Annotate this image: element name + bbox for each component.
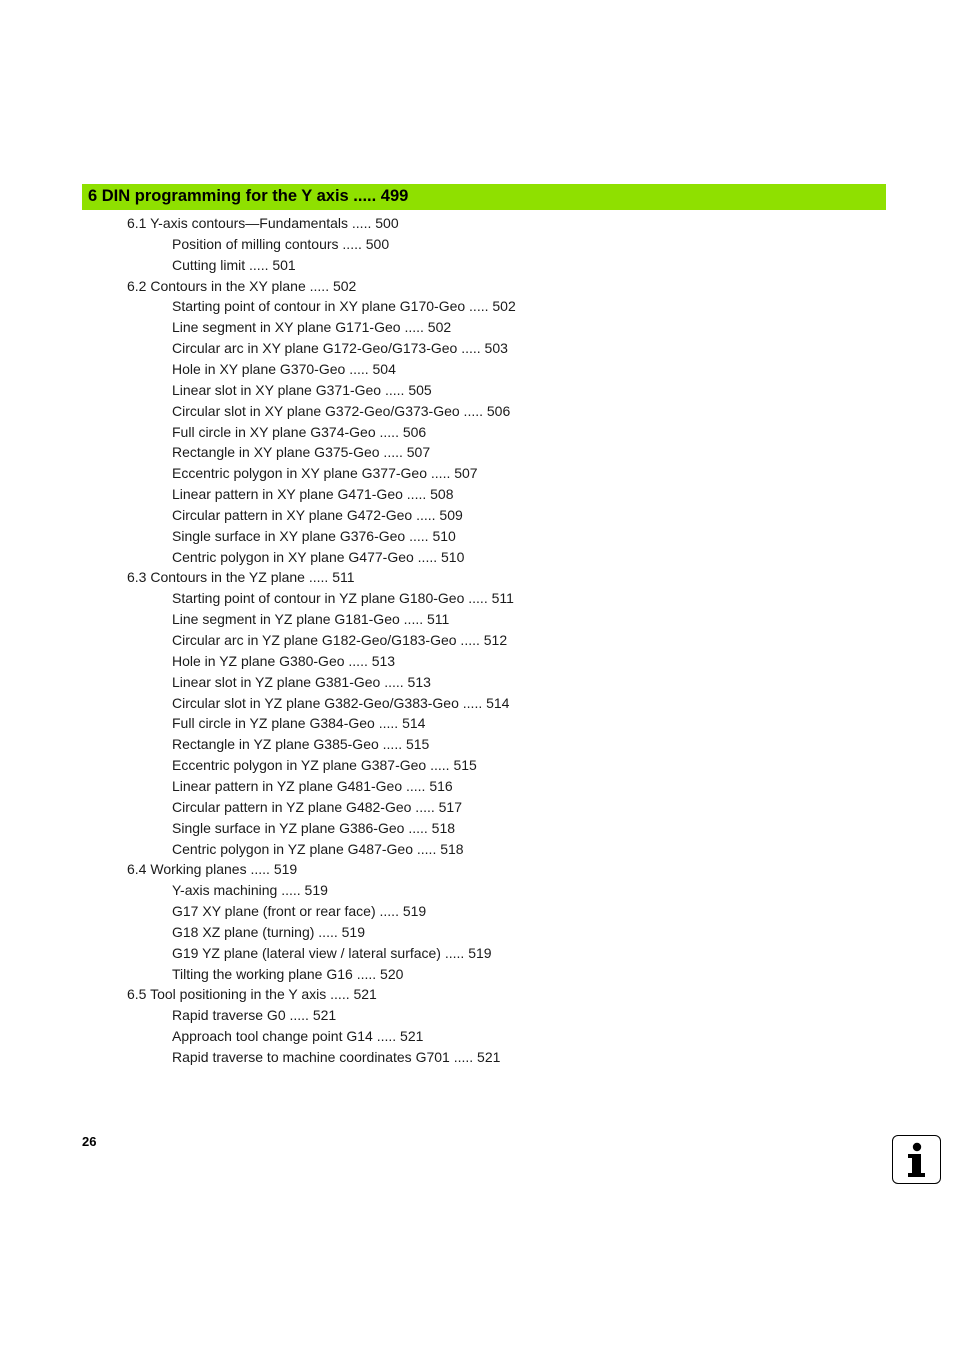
toc-subsection-entry[interactable]: Full circle in YZ plane G384-Geo ..... 514 [172,715,426,732]
toc-subsection-entry[interactable]: Approach tool change point G14 ..... 521 [172,1028,424,1045]
toc-subsection-entry[interactable]: Cutting limit ..... 501 [172,256,296,273]
toc-subsection-entry[interactable]: Hole in XY plane G370-Geo ..... 504 [172,360,396,377]
toc-section-entry[interactable]: 6.2 Contours in the XY plane ..... 502 [127,277,357,294]
toc-subsection-entry[interactable]: Linear pattern in XY plane G471-Geo ..... 508 [172,486,454,503]
toc-subsection-entry[interactable]: Circular pattern in YZ plane G482-Geo ..... 517 [172,798,463,815]
toc-section-entry[interactable]: 6.4 Working planes ..... 519 [127,861,298,878]
toc-subsection-entry[interactable]: Circular arc in XY plane G172-Geo/G173-Geo ..... 503 [172,340,508,357]
toc-subsection-entry[interactable]: Line segment in XY plane G171-Geo ..... 502 [172,319,452,336]
toc-subsection-entry[interactable]: Position of milling contours ..... 500 [172,235,390,252]
chapter-header [82,184,886,210]
toc-subsection-entry[interactable]: Centric polygon in XY plane G477-Geo ..... 510 [172,548,465,565]
toc-subsection-entry[interactable]: Circular slot in XY plane G372-Geo/G373-Geo ..... 506 [172,402,511,419]
toc-subsection-entry[interactable]: Eccentric polygon in YZ plane G387-Geo ..... 515 [172,757,477,774]
toc-subsection-entry[interactable]: Circular pattern in XY plane G472-Geo ..... 509 [172,506,463,523]
toc-subsection-entry[interactable]: Starting point of contour in YZ plane G180-Geo ..... 511 [172,590,514,607]
toc-subsection-entry[interactable]: Starting point of contour in XY plane G170-Geo ..... 502 [172,298,516,315]
toc-subsection-entry[interactable]: Circular arc in YZ plane G182-Geo/G183-Geo ..... 512 [172,632,508,648]
toc-subsection-entry[interactable]: Rectangle in XY plane G375-Geo ..... 507 [172,444,431,461]
toc-section-entry[interactable]: 6.3 Contours in the YZ plane ..... 511 [127,569,355,586]
toc-subsection-entry[interactable]: Eccentric polygon in XY plane G377-Geo ..... 507 [172,465,478,482]
toc-subsection-entry[interactable]: Circular slot in YZ plane G382-Geo/G383-Geo ..... 514 [172,694,510,711]
toc-subsection-entry[interactable]: Linear slot in YZ plane G381-Geo ..... 513 [172,673,431,690]
page-number: 26 [82,1134,97,1149]
toc-subsection-entry[interactable]: Rapid traverse to machine coordinates G701 ..... 521 [172,1049,501,1065]
toc-section-entry[interactable]: 6.5 Tool positioning in the Y axis ..... 521 [127,986,377,1003]
toc-subsection-entry[interactable]: Rectangle in YZ plane G385-Geo ..... 515 [172,736,430,753]
toc-subsection-entry[interactable]: Linear slot in XY plane G371-Geo ..... 505 [172,381,432,398]
toc-subsection-entry[interactable]: Line segment in YZ plane G181-Geo ..... 511 [172,611,450,628]
toc-subsection-entry[interactable]: Rapid traverse G0 ..... 521 [172,1007,337,1024]
toc-subsection-entry[interactable]: Single surface in XY plane G376-Geo ..... 510 [172,527,456,544]
toc-subsection-entry[interactable]: G18 XZ plane (turning) ..... 519 [172,923,365,940]
toc-subsection-entry[interactable]: Full circle in XY plane G374-Geo ..... 506 [172,423,427,440]
toc-section-entry[interactable]: 6.1 Y-axis contours—Fundamentals ..... 500 [127,215,399,231]
chapter-title[interactable]: 6 DIN programming for the Y axis ..... 499 [88,187,409,205]
toc-subsection-entry[interactable]: Linear pattern in YZ plane G481-Geo ..... 516 [172,777,453,794]
info-icon [892,1135,941,1184]
toc-subsection-entry[interactable]: G19 YZ plane (lateral view / lateral surface) ..... 519 [172,944,492,961]
toc-subsection-entry[interactable]: Centric polygon in YZ plane G487-Geo ..... 518 [172,840,464,857]
toc-subsection-entry[interactable]: Hole in YZ plane G380-Geo ..... 513 [172,652,396,669]
toc-subsection-entry[interactable]: Single surface in YZ plane G386-Geo ..... 518 [172,819,456,836]
toc-subsection-entry[interactable]: Y-axis machining ..... 519 [172,882,328,899]
toc-subsection-entry[interactable]: Tilting the working plane G16 ..... 520 [172,965,404,982]
toc-subsection-entry[interactable]: G17 XY plane (front or rear face) ..... 519 [172,903,427,920]
